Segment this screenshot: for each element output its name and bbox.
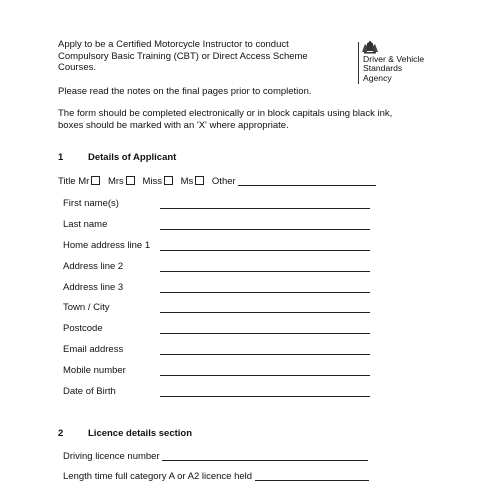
email-address-label: Email address <box>63 344 124 355</box>
logo-line: Driver & Vehicle <box>363 54 425 64</box>
last-name-field[interactable] <box>160 229 370 230</box>
logo-line: Standards <box>363 63 403 74</box>
royal-crest-icon <box>360 40 380 54</box>
town-city-field[interactable] <box>160 312 370 313</box>
form-heading-line: Courses. <box>58 62 97 73</box>
checkbox[interactable] <box>91 176 100 185</box>
date-of-birth-field[interactable] <box>160 396 370 397</box>
option-label: Ms <box>180 176 194 187</box>
instructions-line: boxes should be marked with an 'X' where appropriate. <box>58 119 289 131</box>
postcode-label: Postcode <box>63 323 103 334</box>
section-2-number: 2 <box>58 428 64 439</box>
licence-held-field[interactable] <box>255 480 369 481</box>
checkbox[interactable] <box>164 176 173 185</box>
address-line-2-field[interactable] <box>160 271 370 272</box>
option-label: Other <box>211 176 236 187</box>
title-selector <box>58 176 376 187</box>
title-label: Title <box>58 176 76 187</box>
other-title-field[interactable] <box>238 185 376 186</box>
title-option-miss[interactable] <box>142 176 176 187</box>
address-line-1-field[interactable] <box>160 250 370 251</box>
driving-licence-label: Driving licence number <box>63 451 160 462</box>
first-name-field[interactable] <box>160 208 370 209</box>
address-line-2-label: Address line 2 <box>63 261 124 272</box>
date-of-birth-label: Date of Birth <box>63 386 116 397</box>
title-option-mrs[interactable] <box>108 176 138 187</box>
driving-licence-field[interactable] <box>162 460 368 461</box>
form-heading-line: Apply to be a Certified Motorcycle Instructor to conduct <box>58 39 289 50</box>
mobile-number-field[interactable] <box>160 375 370 376</box>
checkbox[interactable] <box>126 176 135 185</box>
section-1-title: Details of Applicant <box>88 152 177 163</box>
logo-divider <box>358 42 359 84</box>
mobile-number-label: Mobile number <box>63 365 126 376</box>
option-label: Miss <box>142 176 162 187</box>
logo-line: Agency <box>363 72 392 83</box>
section-1-number: 1 <box>58 152 64 163</box>
title-option-ms[interactable] <box>181 176 208 187</box>
dvsa-logo <box>358 40 458 86</box>
option-label: Mr <box>78 176 90 187</box>
instructions-line: The form should be completed electronically or in block capitals using black ink, <box>58 108 393 119</box>
licence-held-label: Length time full category A or A2 licence held <box>63 471 253 482</box>
email-address-field[interactable] <box>160 354 370 355</box>
first-name-label: First name(s) <box>63 198 119 209</box>
address-line-3-label: Address line 3 <box>63 282 124 293</box>
address-line-1-label: Home address line 1 <box>63 240 151 251</box>
instructions-text <box>58 108 408 131</box>
option-label: Mrs <box>107 176 124 187</box>
town-city-label: Town / City <box>63 302 110 313</box>
checkbox[interactable] <box>195 176 204 185</box>
postcode-field[interactable] <box>160 333 370 334</box>
title-option-other <box>212 176 236 187</box>
address-line-3-field[interactable] <box>160 292 370 293</box>
form-heading-line: Compulsory Basic Training (CBT) or Direct Access Scheme <box>58 50 308 62</box>
licence-held-row <box>63 471 369 482</box>
notes-text: Please read the notes on the final pages prior to completion. <box>58 86 312 97</box>
logo-wordmark <box>363 55 424 83</box>
form-heading <box>58 39 338 74</box>
last-name-label: Last name <box>63 219 108 230</box>
driving-licence-row <box>63 451 368 462</box>
section-2-title: Licence details section <box>88 428 193 439</box>
title-option-mr[interactable] <box>78 176 103 187</box>
